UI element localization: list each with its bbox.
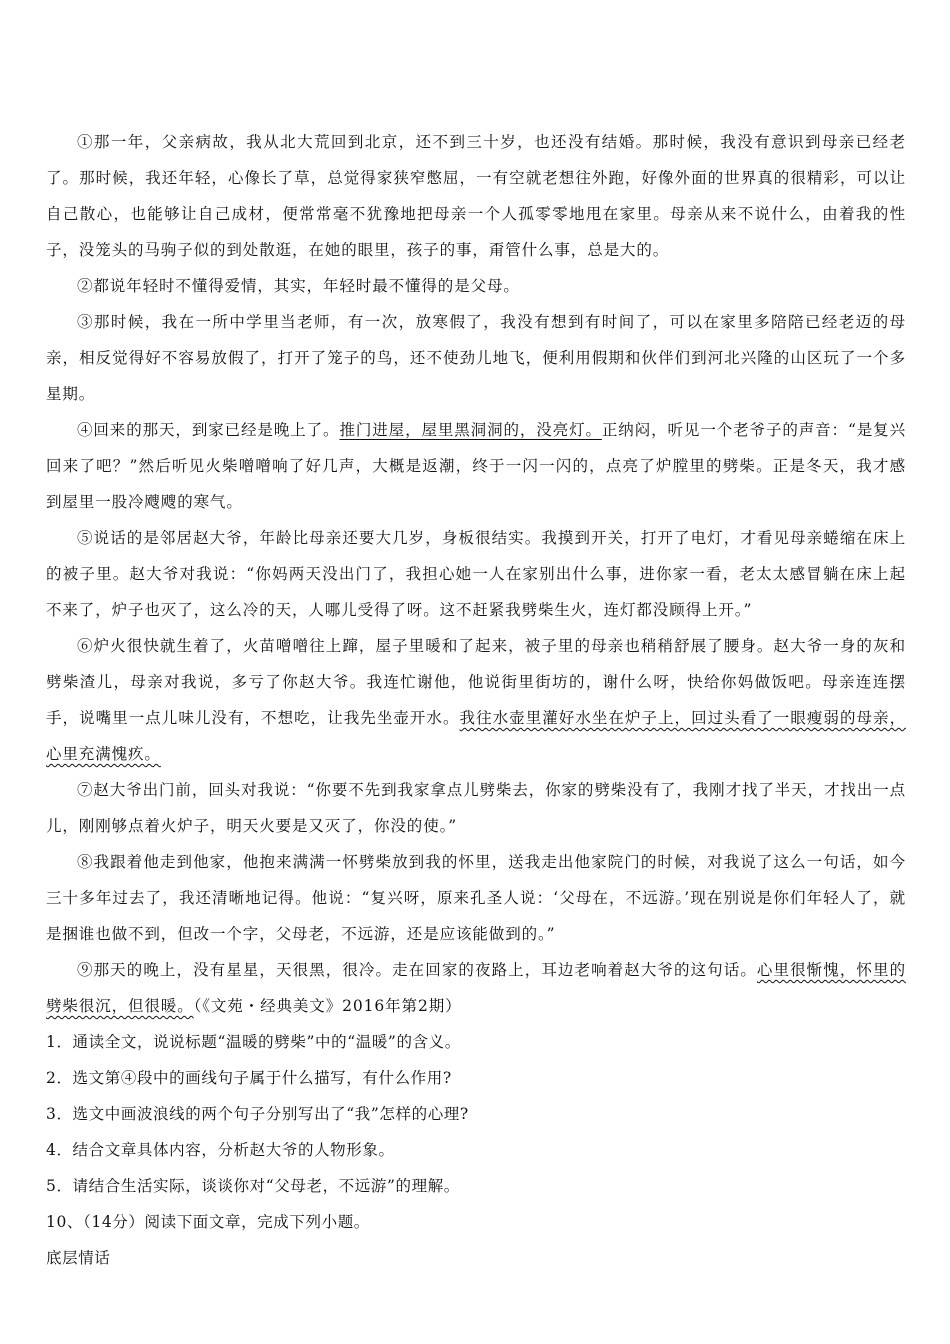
- paragraph-4: [46, 412, 906, 520]
- paragraph-8: ⑧我跟着他走到他家，他抱来满满一怀劈柴放到我的怀里，送我走出他家院门的时候，对我说了这么一句话，如今三十多年过去了，我还清晰地记得。他说：“复兴呀，原来孔圣人说：‘父母在，不远游。’现在别说是你们年轻人了，就是捆谁也做不到，但改一个字，父母老，不远游，还是应该能做到的。”: [46, 853, 906, 943]
- section-heading: 10、（14分）阅读下面文章，完成下列小题。: [46, 1213, 370, 1231]
- paragraph-4-rest: 正纳闷，听见一个老爷子的声音：“是复兴回来了吧？”然后听见火柴噌噌响了好几声，大概是返潮，终于一闪一闪的，点亮了炉膛里的劈柴。正是冬天，我才感到屋里一股冷飕飕的寒气。: [46, 421, 906, 511]
- wavy-sentence-1: 我往水壶里灌好水坐在炉子上，回过头看了一眼瘦弱的母亲，心里充满愧疚。: [46, 709, 906, 763]
- paragraph-6-lead: ⑥炉火很快就生着了，火苗噌噌往上蹿，屋子里暖和了起来，被子里的母亲也稍稍舒展了腰身。赵大爷一身的灰和劈柴渣儿，母亲对我说，多亏了你赵大爷。我连忙谢他，他说街里街坊的，谢什么呀，快给你妈做饭吧。母亲连连摆手，说嘴里一点儿味儿没有，不想吃，让我先坐壶开水。: [46, 637, 906, 727]
- question-2: 2．选文第④段中的画线句子属于什么描写，有什么作用?: [46, 1069, 452, 1087]
- underlined-sentence: 推门进屋，屋里黑洞洞的，没亮灯。: [339, 421, 602, 439]
- paragraph-4-lead: ④回来的那天，到家已经是晚上了。: [77, 421, 340, 439]
- paragraph-2: ②都说年轻时不懂得爱情，其实，年轻时最不懂得的是父母。: [77, 277, 520, 295]
- paragraph-3: ③那时候，我在一所中学里当老师，有一次，放寒假了，我没有想到有时间了，可以在家里多陪陪已经老迈的母亲，相反觉得好不容易放假了，打开了笼子的鸟，还不使劲儿地飞，便利用假期和伙伴们到河北兴隆的山区玩了一个多星期。: [46, 313, 906, 403]
- source-citation: （《文苑・经典美文》2016年第2期）: [193, 997, 462, 1015]
- paragraph-7: ⑦赵大爷出门前，回头对我说：“你要不先到我家拿点儿劈柴去，你家的劈柴没有了，我刚才找了半天，才找出一点儿，刚刚够点着火炉子，明天火要是又灭了，你没的使。”: [46, 781, 906, 835]
- wavy-sentence-2: 心里很惭愧，怀里的劈柴很沉，但很暖。: [46, 961, 906, 1015]
- question-3: 3．选文中画波浪线的两个句子分别写出了“我”怎样的心理?: [46, 1105, 469, 1123]
- next-article-title: 底层情话: [46, 1249, 111, 1267]
- paragraph-1: ①那一年，父亲病故，我从北大荒回到北京，还不到三十岁，也还没有结婚。那时候，我没有意识到母亲已经老了。那时候，我还年轻，心像长了草，总觉得家狭窄憋屈，一有空就老想往外跑，好像外面的世界真的很精彩，可以让自己散心，也能够让自己成材，便常常毫不犹豫地把母亲一个人孤零零地甩在家里。母亲从来不说什么，由着我的性子，没笼头的马驹子似的到处散逛，在她的眼里，孩子的事，甭管什么事，总是大的。: [46, 133, 906, 259]
- paragraph-9: [46, 952, 906, 1024]
- paragraph-9-lead: ⑨那天的晚上，没有星星，天很黑，很冷。走在回家的夜路上，耳边老响着赵大爷的这句话。: [77, 961, 757, 979]
- question-4: 4．结合文章具体内容，分析赵大爷的人物形象。: [46, 1141, 395, 1159]
- paragraph-6: [46, 628, 906, 772]
- question-5: 5．请结合生活实际，谈谈你对“父母老，不远游”的理解。: [46, 1177, 460, 1195]
- question-1: 1．通读全文，说说标题“温暖的劈柴”中的“温暖”的含义。: [46, 1033, 461, 1051]
- paragraph-5: ⑤说话的是邻居赵大爷，年龄比母亲还要大几岁，身板很结实。我摸到开关，打开了电灯，才看见母亲蜷缩在床上的被子里。赵大爷对我说：“你妈两天没出门了，我担心她一人在家别出什么事，进你家一看，老太太感冒躺在床上起不来了，炉子也灭了，这么冷的天，人哪儿受得了呀。这不赶紧我劈柴生火，连灯都没顾得上开。”: [46, 529, 906, 619]
